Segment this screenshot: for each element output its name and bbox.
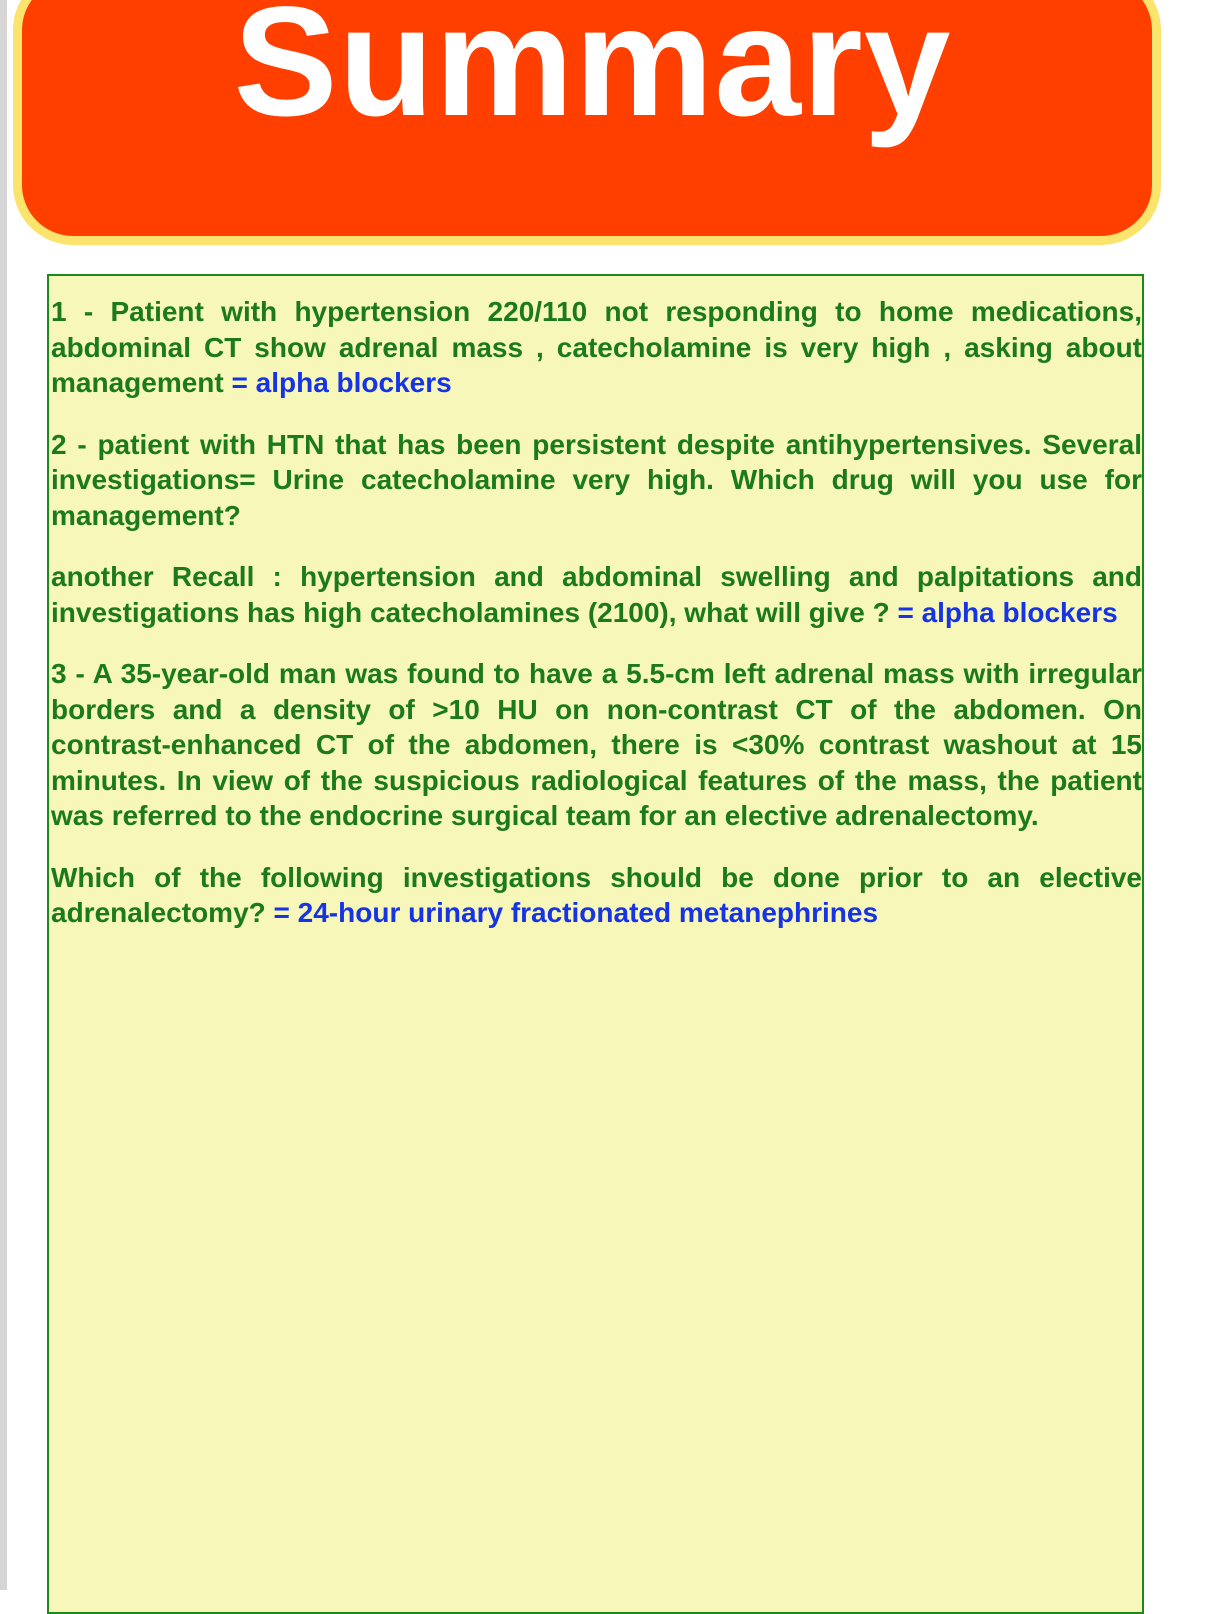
question-1 (51, 294, 1142, 401)
title-banner (13, 0, 1161, 245)
question-3-prompt-text: Which of the following investigations should be done prior to an elective adrenalectomy? (51, 861, 1142, 928)
summary-content-box (47, 274, 1144, 1614)
question-2-text: 2 - patient with HTN that has been persistent despite antihypertensives. Several investigations= Urine catecholamine very high. Which drug will you use for management? (51, 428, 1142, 531)
recall-question (51, 559, 1142, 630)
recall-question-answer: = alpha blockers (897, 596, 1118, 628)
question-1-answer: = alpha blockers (231, 367, 452, 398)
page-title: Summary (233, 0, 952, 149)
question-3-text: 3 - A 35-year-old man was found to have a 5.5-cm left adrenal mass with irregular borders and a density of >10 HU on non-contrast CT of the abdomen. On contrast-enhanced CT of the abdomen, there is <30% contrast washout at 15 minutes. In view of the suspicious radiological features of the mass, the patient was referred to the endocrine surgical team for an elective adrenalectomy. (51, 658, 1142, 831)
question-1-text: 1 - Patient with hypertension 220/110 not responding to home medications, abdominal CT show adrenal mass , catecholamine is very high , asking about management (51, 296, 1142, 398)
page-left-edge (0, 0, 7, 1590)
question-2 (51, 427, 1142, 534)
question-3 (51, 656, 1142, 834)
question-3-answer: = 24-hour urinary fractionated metanephrines (273, 897, 879, 928)
question-3-prompt (51, 860, 1142, 931)
recall-question-text: another Recall : hypertension and abdominal swelling and palpitations and investigations has high catecholamines (2100), what will give ? (51, 561, 1142, 628)
